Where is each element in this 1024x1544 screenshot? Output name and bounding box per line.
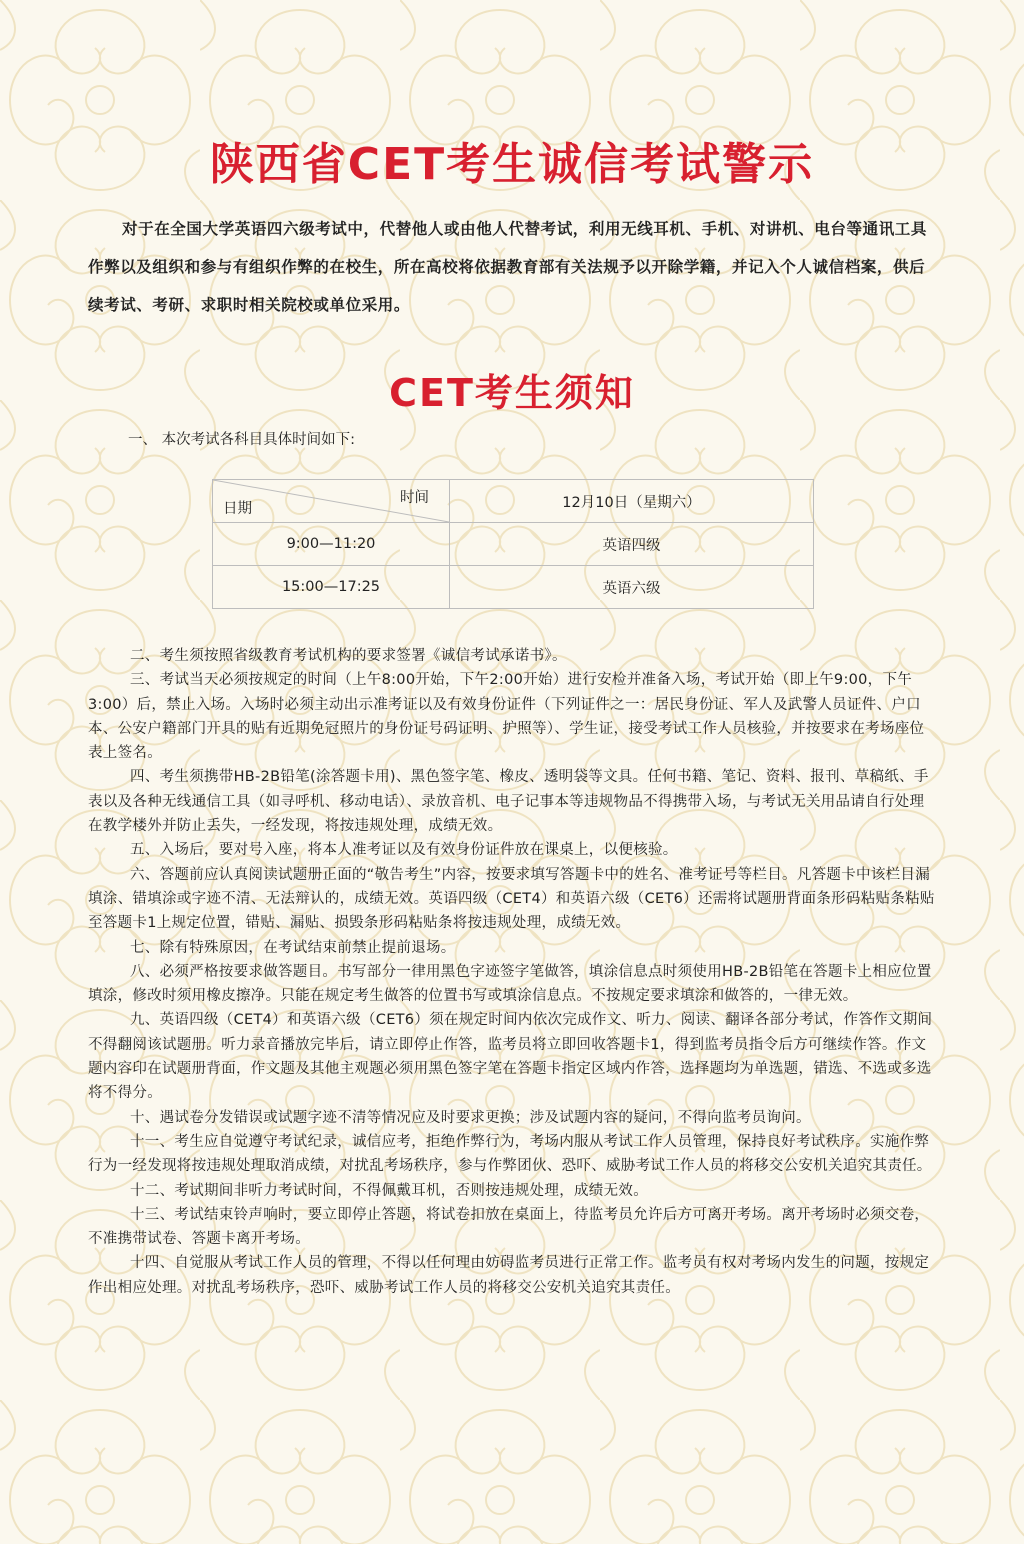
rule-item: 三、考试当天必须按规定的时间（上午8:00开始，下午2:00开始）进行安检并准备入场，考试开始（即上午9:00，下午3:00）后，禁止入场。入场时必须主动出示准考证以及有效身份证件（下列证件之一：居民身份证、军人及武警人员证件、户口本、公安户籍部门开具的贴有近期免冠照片的身份证号码证明、护照等）、学生证，接受考试工作人员核验，并按要求在考场座位表上签名。 — [88, 672, 925, 762]
rule-item: 二、考生须按照省级教育考试机构的要求签署《诚信考试承诺书》。 — [130, 648, 567, 664]
rule-item: 十三、考试结束铃声响时，要立即停止答题，将试卷扣放在桌面上，待监考员允许后方可离开考场。离开考场时必须交卷，不准携带试卷、答题卡离开考场。 — [88, 1206, 930, 1248]
table-cell-subject: 英语六级 — [450, 566, 814, 609]
table-row — [213, 523, 814, 566]
integrity-warning-paragraph: 对于在全国大学英语四六级考试中，代替他人或由他人代替考试，利用无线耳机、手机、对讲机、电台等通讯工具作弊以及组织和参与有组织作弊的在校生，所在高校将依据教育部有关法规予以开除学籍，并记入个人诚信档案，供后续考试、考研、求职时相关院校或单位采用。 — [88, 220, 928, 314]
rule-item: 六、答题前应认真阅读试题册正面的“敬告考生”内容，按要求填写答题卡中的姓名、准考证号等栏目。凡答题卡中该栏目漏填涂、错填涂或字迹不清、无法辩认的，成绩无效。英语四级（CET4）和英语六级（CET6）还需将试题册背面条形码粘贴条粘贴至答题卡1上规定位置，错贴、漏贴、损毁条形码粘贴条将按违规处理，成绩无效。 — [88, 866, 935, 932]
rule-item: 四、考生须携带HB-2B铅笔(涂答题卡用)、黑色签字笔、橡皮、透明袋等文具。任何书籍、笔记、资料、报刊、草稿纸、手表以及各种无线通信工具（如寻呼机、移动电话）、录放音机、电子记事本等违规物品不得携带入场，与考试无关用品请自行处理在教学楼外并防止丢失，一经发现，将按违规处理，成绩无效。 — [88, 769, 929, 835]
rule-item: 十、遇试卷分发错误或试题字迹不清等情况应及时要求更换；涉及试题内容的疑问，不得向监考员询问。 — [130, 1109, 811, 1126]
table-cell-time: 9:00—11:20 — [213, 523, 450, 566]
exam-schedule-table — [212, 479, 814, 609]
header-date-label: 日期 — [223, 501, 252, 517]
rule-item: 九、英语四级（CET4）和英语六级（CET6）须在规定时间内依次完成作文、听力、阅读、翻译各部分考试，作答作文期间不得翻阅该试题册。听力录音播放完毕后，请立即停止作答，监考员将立即回收答题卡1，得到监考员指令后方可继续作答。作文题内容印在试题册背面，作文题及其他主观题必须用黑色签字笔在答题卡指定区域内作答，选择题均为单选题，错选、不选或多选将不得分。 — [88, 1012, 933, 1102]
rule-item: 十一、考生应自觉遵守考试纪录，诚信应考，拒绝作弊行为，考场内服从考试工作人员管理，保持良好考试秩序。实施作弊行为一经发现将按违规处理取消成绩，对扰乱考场秩序，参与作弊团伙、恐吓、威胁考试工作人员的将移交公安机关追究其责任。 — [88, 1133, 932, 1175]
rule-item: 八、必须严格按要求做答题目。书写部分一律用黑色字迹签字笔做答，填涂信息点时须使用HB-2B铅笔在答题卡上相应位置填涂，修改时须用橡皮擦净。只能在规定考生做答的位置书写或填涂信息点。不按规定要求填涂和做答的，一律无效。 — [88, 963, 932, 1005]
rule-item: 十二、考试期间非听力考试时间，不得佩戴耳机，否则按违规处理，成绩无效。 — [130, 1182, 648, 1199]
diagonal-header-cell — [213, 480, 450, 523]
schedule-heading: 一、 本次考试各科目具体时间如下: — [128, 432, 355, 448]
page-title: 陕西省CET考生诚信考试警示 — [209, 139, 815, 190]
rule-item: 十四、自觉服从考试工作人员的管理，不得以任何理由妨碍监考员进行正常工作。监考员有权对考场内发生的问题，按规定作出相应处理。对扰乱考场秩序，恐吓、威胁考试工作人员的将移交公安机关追究其责任。 — [88, 1255, 930, 1296]
rule-item: 七、除有特殊原因，在考试结束前禁止提前退场。 — [130, 939, 456, 956]
rules-list — [88, 644, 938, 1300]
header-time-label: 时间 — [400, 490, 429, 506]
table-row — [213, 566, 814, 609]
table-cell-time: 15:00—17:25 — [213, 566, 450, 609]
rule-item: 五、入场后，要对号入座，将本人准考证以及有效身份证件放在课桌上，以便核验。 — [130, 842, 678, 859]
header-date-value: 12月10日（星期六） — [450, 480, 814, 523]
table-header-row — [213, 480, 814, 523]
notice-title: CET考生须知 — [389, 371, 635, 415]
table-cell-subject: 英语四级 — [450, 523, 814, 566]
